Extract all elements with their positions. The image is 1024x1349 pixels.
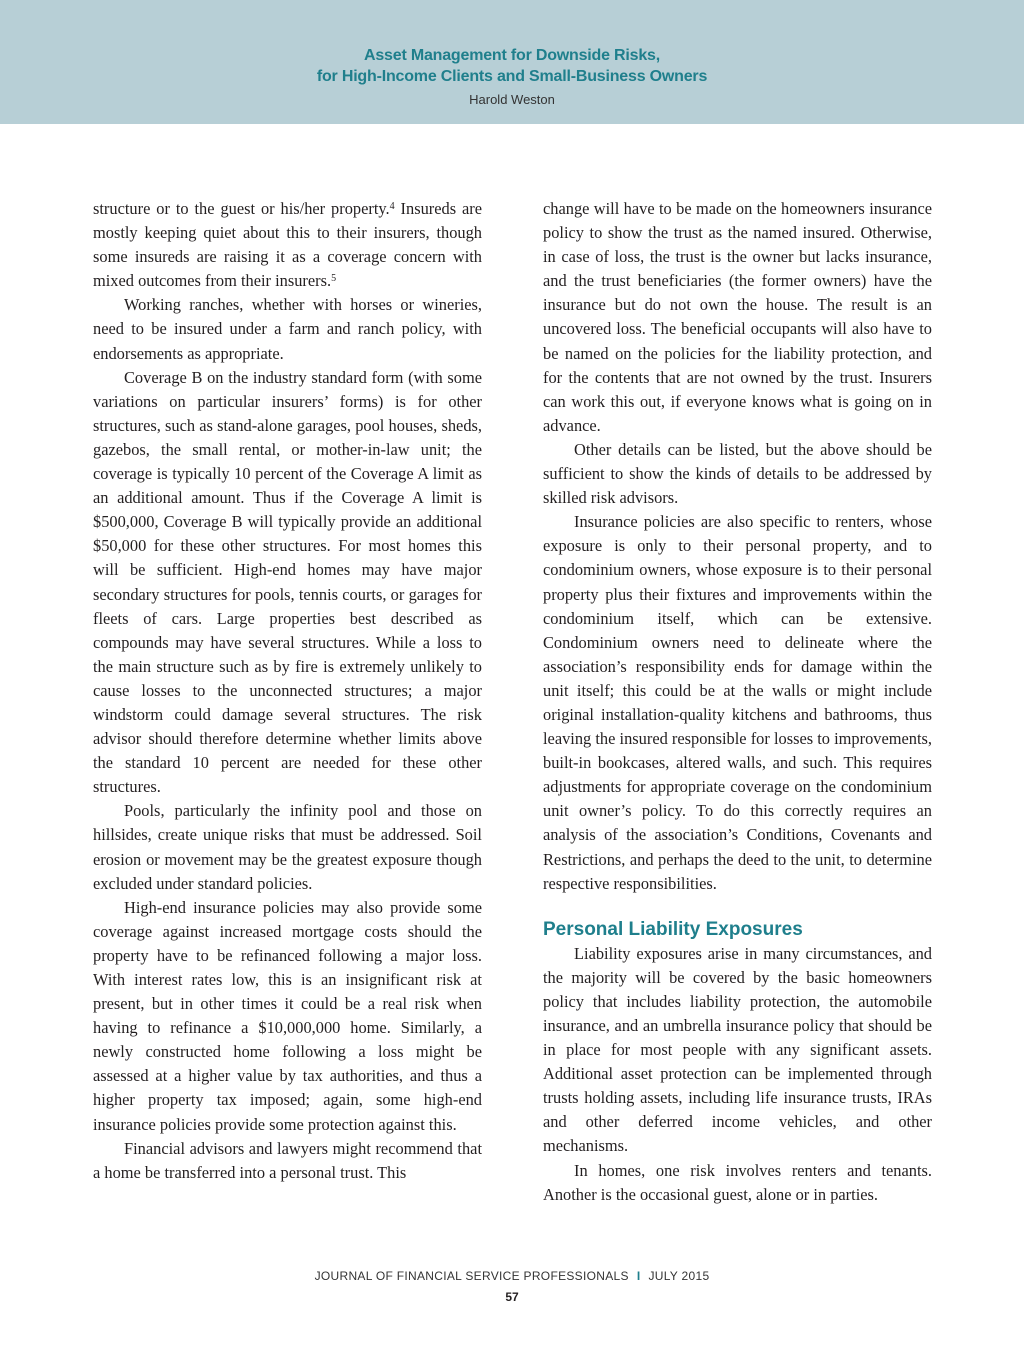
paragraph-text: Insureds are mostly keeping quiet about this to their insurers, though some insureds are raising it as a coverage concern with mixed outcomes from their insurers.	[93, 199, 483, 291]
issue-date: JULY 2015	[648, 1269, 710, 1283]
article-author: Harold Weston	[469, 92, 555, 107]
paragraph: Coverage B on the industry standard form (with some variations on particular insurers’ forms) is for other structures, such as stand-alone garages, pool houses, sheds, gazebos, the small rental, or mother-in-law unit; the coverage is typically 10 percent of the Coverage A limit as an additional amount. Thus if the Coverage A limit is $500,000, Coverage B will typically provide an additional $50,000 for these other structures. For most homes this will be sufficient. High-end homes may have major secondary structures for pools, tennis courts, or garages for fleets of cars. Large properties best described as compounds may have several structures. While a loss to the main structure such as by fire is extremely unlikely to cause losses to the unconnected structures; a major windstorm could damage several structures. The risk advisor should therefore determine whether limits above the standard 10 percent are needed for these other structures.	[93, 367, 482, 797]
paragraph: Liability exposures arise in many circumstances, and the majority will be covered by the basic homeowners policy that includes liability protection, the automobile insurance, and an umbrella insurance policy that should be in place for most people with any significant assets. Additional asset protection can be implemented through trusts holding assets, including life insurance trusts, IRAs and other deferred income vehicles, and other mechanisms.	[543, 943, 932, 1156]
footnote-ref: 5	[331, 273, 337, 285]
article-title-line1: Asset Management for Downside Risks,	[364, 47, 660, 64]
paragraph: Other details can be listed, but the above should be sufficient to show the kinds of details to be addressed by skilled risk advisors.	[543, 439, 932, 508]
paragraph: Pools, particularly the infinity pool and those on hillsides, create unique risks that must be addressed. Soil erosion or movement may be the greatest exposure though excluded under standard policies.	[93, 801, 482, 893]
article-header	[0, 0, 1024, 124]
article-title-line2: for High-Income Clients and Small-Business Owners	[316, 68, 708, 85]
page-number: 57	[505, 1290, 519, 1304]
paragraph-text: structure or to the guest or his/her property.	[93, 199, 390, 218]
footnote-ref: 4	[389, 201, 395, 212]
section-heading: Personal Liability Exposures	[543, 918, 803, 940]
footer-separator: I	[636, 1269, 641, 1283]
left-column	[93, 197, 482, 1185]
paragraph: change will have to be made on the homeowners insurance policy to show the trust as the named insured. Otherwise, in case of loss, the trust is the owner but lacks insurance, and the trust beneficiaries (the former owners) have the insurance but do not own the house. The result is an uncovered loss. The beneficial occupants will also have to be named on the policies for the liability protection, and for the contents that are not owned by the trust. Insurers can work this out, if everyone knows what is going on in advance.	[543, 199, 932, 435]
paragraph: Working ranches, whether with horses or wineries, need to be insured under a farm and ranch policy, with endorsements as appropriate.	[93, 295, 482, 363]
right-column	[543, 197, 932, 1207]
paragraph	[93, 197, 482, 293]
page-footer	[0, 1269, 1024, 1283]
paragraph: Insurance policies are also specific to renters, whose exposure is only to their personal property, and to condominium owners, whose exposure is to their personal property plus their fixtures and improvements within the condominium itself, which can be extensive. Condominium owners need to delineate where the association’s responsibility ends for damage within the unit itself; this could be at the walls or might include original installation-quality kitchens and bathrooms, thus leaving the insured responsible for losses to improvements, built-in bookcases, altered walls, and such. This requires adjustments for appropriate coverage on the condominium unit owner’s policy. To do this correctly requires an analysis of the association’s Conditions, Covenants and Restrictions, and perhaps the deed to the unit, to determine respective responsibilities.	[543, 512, 932, 893]
paragraph: In homes, one risk involves renters and tenants. Another is the occasional guest, alone or in parties.	[543, 1160, 932, 1204]
paragraph: Financial advisors and lawyers might recommend that a home be transferred into a personal trust. This	[93, 1138, 482, 1182]
paragraph: High-end insurance policies may also provide some coverage against increased mortgage costs should the property have to be refinanced following a major loss. With interest rates low, this is an insignificant risk at present, but in other times it could be a real risk when having to refinance a $10,000,000 home. Similarly, a newly constructed home following a loss might be assessed at a higher value by tax authorities, and thus a higher property tax imposed; again, some high-end insurance policies provide some protection against this.	[93, 897, 482, 1134]
journal-name: JOURNAL OF FINANCIAL SERVICE PROFESSIONALS	[314, 1269, 629, 1283]
